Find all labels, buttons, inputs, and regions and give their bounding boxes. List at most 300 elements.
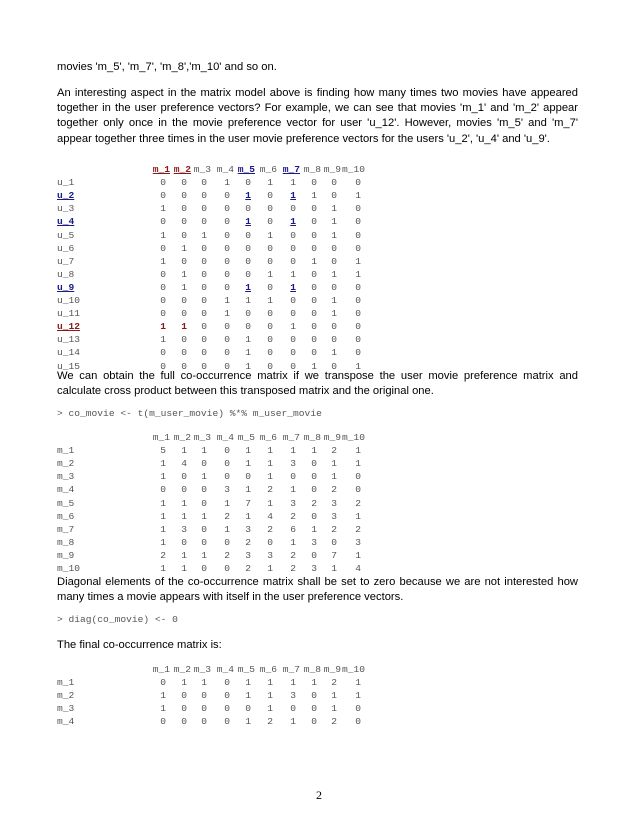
- column-header-m-10: m_10: [341, 432, 365, 443]
- matrix-cell: 1: [245, 334, 251, 346]
- matrix-cell: 1: [160, 523, 166, 535]
- matrix-row: [57, 458, 361, 471]
- matrix-cell: 2: [331, 445, 337, 457]
- matrix-cell: 1: [355, 690, 361, 702]
- row-label: u_14: [57, 347, 81, 359]
- row-label: m_6: [57, 510, 75, 522]
- row-label: m_7: [57, 523, 75, 535]
- matrix-cell: 1: [160, 334, 166, 346]
- matrix-cell: 1: [181, 549, 187, 561]
- matrix-cell: 2: [331, 484, 337, 496]
- matrix-cell: 0: [355, 216, 361, 228]
- matrix-cell: 1: [181, 268, 187, 280]
- matrix-cell: 0: [160, 295, 166, 306]
- row-label: u_15: [57, 360, 81, 372]
- matrix-cell: 3: [290, 497, 296, 509]
- matrix-cell: 0: [311, 229, 317, 241]
- column-header-m-4: m_4: [216, 664, 234, 675]
- matrix-cell: 0: [290, 334, 296, 346]
- matrix-cell: 1: [245, 360, 251, 372]
- page-number: 2: [316, 788, 322, 802]
- matrix-cell: 7: [331, 549, 337, 561]
- matrix-cell: 0: [224, 190, 230, 202]
- matrix-cell: 0: [201, 295, 207, 306]
- paragraph-co-occurrence-intro: An interesting aspect in the matrix model above is finding how many times two movies have appeared together in the user preference vectors? For example, we can see that movies 'm_1' and 'm_2' appear together only once in the movie preference vector for user 'u_12'. However, movies 'm_5' and 'm_7' appear together three times in the user movie preference vectors for the users 'u_2', 'u_4' and 'u_9'.: [57, 87, 578, 145]
- matrix-cell: 0: [224, 563, 230, 574]
- matrix-cell: 0: [355, 484, 361, 496]
- matrix-cell: 0: [267, 255, 273, 267]
- column-header-m-8: m_8: [303, 164, 321, 175]
- matrix-cell: 1: [331, 703, 337, 715]
- matrix-cell: 1: [160, 536, 166, 548]
- matrix-cell: 0: [290, 308, 296, 320]
- matrix-cell: 0: [224, 268, 230, 280]
- matrix-cell: 1: [311, 255, 317, 267]
- matrix-row: [57, 703, 361, 716]
- column-header-m-7: m_7: [282, 164, 300, 175]
- matrix-cell: 1: [290, 536, 296, 548]
- matrix-cell: 0: [331, 177, 337, 189]
- matrix-cell: 0: [201, 563, 207, 574]
- matrix-cell: 1: [267, 471, 273, 483]
- matrix-cell: 0: [331, 281, 337, 293]
- matrix-cell: 0: [224, 334, 230, 346]
- matrix-cell: 0: [331, 334, 337, 346]
- matrix-row: [57, 281, 361, 295]
- row-label: u_11: [57, 308, 81, 320]
- matrix-cell: 0: [201, 255, 207, 267]
- matrix-row: [57, 203, 361, 216]
- matrix-cell: 0: [245, 229, 251, 241]
- matrix-cell: 0: [290, 203, 296, 215]
- code-diag: > diag(co_movie) <- 0: [57, 614, 178, 625]
- matrix-cell: 0: [311, 242, 317, 254]
- matrix-cell: 0: [201, 690, 207, 702]
- matrix-cell: 0: [267, 216, 273, 228]
- matrix-row: [57, 321, 361, 334]
- matrix-cell: 0: [181, 190, 187, 202]
- matrix-cell: 0: [331, 255, 337, 267]
- matrix-cell: 0: [201, 203, 207, 215]
- matrix-cell: 0: [290, 229, 296, 241]
- matrix-cell: 3: [224, 484, 230, 496]
- matrix-cell: 0: [355, 203, 361, 215]
- matrix-cell: 0: [201, 347, 207, 359]
- matrix-cell: 1: [355, 510, 361, 522]
- matrix-cell: 1: [267, 677, 273, 689]
- matrix-cell: 0: [224, 471, 230, 483]
- matrix-cell: 1: [267, 563, 273, 574]
- matrix-cell: 0: [224, 536, 230, 548]
- matrix-cell: 0: [201, 216, 207, 228]
- matrix-cell: 1: [331, 295, 337, 306]
- matrix-cell: 1: [181, 510, 187, 522]
- row-label: m_2: [57, 690, 75, 702]
- matrix-cell: 1: [267, 703, 273, 715]
- matrix-cell: 1: [331, 471, 337, 483]
- matrix-cell: 0: [181, 177, 187, 189]
- final-matrix-label: The final co-occurrence matrix is:: [57, 639, 222, 651]
- paragraph-transpose: We can obtain the full co-occurrence matrix if we transpose the user movie preference matrix and calculate cross product between this transposed matrix and the original one.: [57, 370, 578, 398]
- column-header-m-2: m_2: [173, 664, 191, 675]
- matrix-cell: 0: [355, 295, 361, 306]
- column-header-m-1: m_1: [152, 164, 170, 175]
- matrix-row: [57, 549, 361, 563]
- intro-line: movies 'm_5', 'm_7', 'm_8','m_10' and so on.: [57, 61, 277, 73]
- matrix-cell: 1: [331, 203, 337, 215]
- row-label: m_5: [57, 497, 75, 509]
- matrix-cell: 0: [201, 281, 207, 293]
- row-label: m_3: [57, 471, 75, 483]
- matrix-cell: 1: [245, 347, 251, 359]
- matrix-cell: 2: [245, 563, 251, 574]
- matrix-cell: 0: [245, 321, 251, 333]
- matrix-cell: 0: [331, 360, 337, 372]
- column-header-m-9: m_9: [323, 164, 341, 175]
- matrix-cell: 0: [181, 484, 187, 496]
- matrix-cell: 0: [311, 321, 317, 333]
- matrix-cell: 0: [201, 523, 207, 535]
- matrix-cell: 2: [311, 497, 317, 509]
- matrix-cell: 0: [224, 203, 230, 215]
- row-label: m_4: [57, 716, 75, 728]
- column-header-m-5: m_5: [237, 432, 255, 443]
- matrix-cell: 1: [267, 268, 273, 280]
- matrix-row: [57, 268, 361, 282]
- matrix-cell: 0: [355, 471, 361, 483]
- column-header-m-1: m_1: [152, 432, 170, 443]
- column-header-m-10: m_10: [341, 164, 365, 175]
- matrix-cell: 1: [290, 268, 296, 280]
- matrix-cell: 1: [160, 203, 166, 215]
- matrix-cell: 0: [311, 484, 317, 496]
- matrix-cell: 0: [311, 716, 317, 728]
- matrix-cell: 1: [290, 484, 296, 496]
- matrix-cell: 1: [201, 549, 207, 561]
- matrix-row: [57, 497, 361, 511]
- matrix-cell: 0: [245, 242, 251, 254]
- matrix-cell: 1: [290, 216, 296, 228]
- column-header-m-2: m_2: [173, 164, 191, 175]
- column-header-m-9: m_9: [323, 432, 341, 443]
- matrix-cell: 1: [245, 190, 251, 202]
- matrix-cell: 0: [160, 677, 166, 689]
- matrix-cell: 0: [290, 360, 296, 372]
- matrix-cell: 0: [201, 268, 207, 280]
- matrix-cell: 1: [290, 281, 296, 293]
- matrix-row: [57, 536, 361, 550]
- matrix-cell: 0: [245, 177, 251, 189]
- matrix-cell: 0: [311, 510, 317, 522]
- matrix-cell: 1: [267, 690, 273, 702]
- matrix-cell: 2: [331, 677, 337, 689]
- matrix-cell: 1: [160, 458, 166, 470]
- matrix-cell: 3: [331, 510, 337, 522]
- matrix-cell: 0: [201, 536, 207, 548]
- matrix-cell: 0: [245, 255, 251, 267]
- matrix-cell: 0: [311, 295, 317, 306]
- column-header-m-6: m_6: [259, 432, 277, 443]
- matrix-cell: 3: [245, 523, 251, 535]
- matrix-cell: 1: [355, 360, 361, 372]
- matrix-cell: 0: [181, 360, 187, 372]
- matrix-cell: 1: [267, 295, 273, 306]
- column-header-m-3: m_3: [193, 164, 211, 175]
- matrix-cell: 0: [201, 177, 207, 189]
- matrix-row: [57, 347, 361, 360]
- matrix-cell: 0: [267, 308, 273, 320]
- matrix-cell: 6: [290, 523, 296, 535]
- matrix-cell: 0: [355, 716, 361, 728]
- matrix-cell: 0: [201, 308, 207, 320]
- matrix-cell: 0: [201, 321, 207, 333]
- row-label: u_4: [57, 216, 75, 228]
- column-header-m-3: m_3: [193, 664, 211, 675]
- matrix-cell: 0: [267, 281, 273, 293]
- matrix-cell: 0: [290, 295, 296, 306]
- row-label: u_9: [57, 281, 75, 293]
- matrix-cell: 3: [355, 536, 361, 548]
- row-label: u_6: [57, 242, 75, 254]
- column-header-m-5: m_5: [237, 164, 255, 175]
- row-label: m_8: [57, 536, 75, 548]
- matrix-cell: 0: [224, 242, 230, 254]
- matrix-cell: 5: [160, 445, 166, 457]
- matrix-cell: 0: [181, 536, 187, 548]
- matrix-cell: 0: [160, 281, 166, 293]
- matrix-cell: 1: [160, 471, 166, 483]
- matrix-cell: 1: [290, 190, 296, 202]
- matrix-cell: 1: [181, 445, 187, 457]
- matrix-cell: 1: [245, 484, 251, 496]
- matrix-cell: 1: [311, 360, 317, 372]
- row-label: m_10: [57, 563, 81, 574]
- matrix-row: [57, 242, 361, 256]
- matrix-cell: 1: [160, 497, 166, 509]
- row-label: u_2: [57, 190, 75, 202]
- matrix-cell: 0: [160, 268, 166, 280]
- row-label: u_7: [57, 255, 75, 267]
- row-label: m_1: [57, 445, 75, 457]
- matrix-cell: 0: [181, 334, 187, 346]
- matrix-cell: 0: [201, 190, 207, 202]
- matrix-cell: 1: [160, 321, 166, 333]
- column-header-m-2: m_2: [173, 432, 191, 443]
- matrix-cell: 0: [181, 347, 187, 359]
- matrix-row: [57, 445, 361, 458]
- matrix-cell: 3: [267, 549, 273, 561]
- matrix-cell: 0: [355, 242, 361, 254]
- matrix-cell: 4: [355, 563, 361, 574]
- matrix-row: [57, 690, 361, 703]
- matrix-cell: 3: [311, 536, 317, 548]
- matrix-cell: 1: [181, 321, 187, 333]
- matrix-cell: 0: [311, 334, 317, 346]
- matrix-cell: 0: [160, 190, 166, 202]
- matrix-cell: 1: [355, 190, 361, 202]
- matrix-cell: 0: [181, 255, 187, 267]
- matrix-cell: 0: [201, 497, 207, 509]
- matrix-cell: 1: [201, 510, 207, 522]
- matrix-cell: 1: [201, 229, 207, 241]
- matrix-cell: 0: [311, 458, 317, 470]
- matrix-cell: 1: [181, 281, 187, 293]
- matrix-cell: 0: [245, 471, 251, 483]
- code-cross-product: > co_movie <- t(m_user_movie) %*% m_user_movie: [57, 408, 322, 419]
- row-label: u_13: [57, 334, 81, 346]
- matrix-cell: 1: [160, 690, 166, 702]
- matrix-cell: 2: [245, 536, 251, 548]
- matrix-cell: 1: [355, 458, 361, 470]
- matrix-cell: 0: [224, 321, 230, 333]
- matrix-cell: 0: [311, 347, 317, 359]
- matrix-cell: 0: [160, 177, 166, 189]
- matrix-cell: 0: [267, 203, 273, 215]
- matrix-cell: 0: [245, 203, 251, 215]
- matrix-cell: 1: [245, 458, 251, 470]
- matrix-cell: 0: [224, 690, 230, 702]
- matrix-cell: 0: [245, 703, 251, 715]
- matrix-cell: 0: [290, 471, 296, 483]
- matrix-cell: 0: [267, 321, 273, 333]
- row-label: m_3: [57, 703, 75, 715]
- matrix-cell: 0: [355, 321, 361, 333]
- matrix-cell: 1: [224, 523, 230, 535]
- matrix-cell: 0: [224, 255, 230, 267]
- matrix-cell: 0: [181, 690, 187, 702]
- matrix-cell: 0: [311, 281, 317, 293]
- matrix-cell: 0: [224, 281, 230, 293]
- column-header-m-9: m_9: [323, 664, 341, 675]
- matrix-cell: 0: [290, 242, 296, 254]
- matrix-cell: 0: [355, 177, 361, 189]
- matrix-cell: 1: [224, 497, 230, 509]
- matrix-cell: 1: [290, 321, 296, 333]
- matrix-cell: 1: [331, 308, 337, 320]
- matrix-cell: 2: [267, 523, 273, 535]
- matrix-cell: 0: [181, 703, 187, 715]
- matrix-cell: 1: [245, 295, 251, 306]
- matrix-cell: 0: [267, 347, 273, 359]
- matrix-cell: 1: [181, 242, 187, 254]
- matrix-cell: 3: [331, 497, 337, 509]
- matrix-cell: 1: [181, 563, 187, 574]
- matrix-cell: 0: [201, 484, 207, 496]
- row-label: u_8: [57, 268, 75, 280]
- matrix-cell: 4: [181, 458, 187, 470]
- matrix-cell: 1: [331, 563, 337, 574]
- column-header-m-4: m_4: [216, 164, 234, 175]
- matrix-cell: 3: [290, 690, 296, 702]
- matrix-cell: 1: [331, 458, 337, 470]
- matrix-cell: 1: [311, 677, 317, 689]
- column-header-m-10: m_10: [341, 664, 365, 675]
- matrix-cell: 0: [160, 216, 166, 228]
- matrix-cell: 0: [201, 334, 207, 346]
- row-label: m_2: [57, 458, 75, 470]
- matrix-cell: 0: [181, 295, 187, 306]
- matrix-cell: 1: [245, 716, 251, 728]
- matrix-cell: 0: [224, 360, 230, 372]
- matrix-row: [57, 308, 361, 321]
- row-label: u_3: [57, 203, 75, 215]
- row-label: u_1: [57, 177, 75, 189]
- matrix-cell: 0: [355, 281, 361, 293]
- matrix-cell: 1: [355, 677, 361, 689]
- matrix-cell: 1: [290, 177, 296, 189]
- matrix-cell: 0: [201, 458, 207, 470]
- matrix-cell: 1: [355, 549, 361, 561]
- matrix-cell: 2: [290, 510, 296, 522]
- matrix-cell: 0: [224, 458, 230, 470]
- matrix-cell: 0: [160, 308, 166, 320]
- matrix-cell: 0: [224, 677, 230, 689]
- matrix-row: [57, 255, 361, 269]
- row-label: m_9: [57, 549, 75, 561]
- matrix-cell: 1: [355, 268, 361, 280]
- matrix-cell: 2: [267, 716, 273, 728]
- column-header-m-3: m_3: [193, 432, 211, 443]
- matrix-cell: 1: [245, 510, 251, 522]
- matrix-cell: 2: [160, 549, 166, 561]
- matrix-header-row: [57, 664, 365, 677]
- matrix-cell: 0: [181, 229, 187, 241]
- matrix-cell: 1: [331, 690, 337, 702]
- matrix-cell: 0: [245, 268, 251, 280]
- matrix-cell: 0: [267, 334, 273, 346]
- matrix-cell: 0: [311, 471, 317, 483]
- matrix-cell: 0: [181, 216, 187, 228]
- column-header-m-5: m_5: [237, 664, 255, 675]
- matrix-cell: 1: [355, 445, 361, 457]
- matrix-cell: 3: [245, 549, 251, 561]
- matrix-cell: 2: [224, 549, 230, 561]
- paragraph-diagonal: Diagonal elements of the co-occurrence matrix shall be set to zero because we are not interested how many times a movie appears with itself in the user preference vectors.: [57, 576, 578, 604]
- matrix-cell: 0: [311, 216, 317, 228]
- column-header-m-7: m_7: [282, 664, 300, 675]
- matrix-cell: 0: [201, 703, 207, 715]
- column-header-m-8: m_8: [303, 664, 321, 675]
- matrix-cell: 0: [201, 360, 207, 372]
- matrix-cell: 1: [224, 308, 230, 320]
- matrix-cell: 1: [245, 677, 251, 689]
- matrix-cell: 0: [290, 255, 296, 267]
- matrix-cell: 2: [267, 484, 273, 496]
- matrix-cell: 0: [355, 703, 361, 715]
- matrix-header-row: [57, 164, 365, 177]
- matrix-cell: 1: [267, 445, 273, 457]
- matrix-cell: 1: [311, 445, 317, 457]
- matrix-cell: 4: [267, 510, 273, 522]
- matrix-cell: 2: [355, 497, 361, 509]
- matrix-cell: 0: [311, 690, 317, 702]
- matrix-cell: 0: [267, 360, 273, 372]
- matrix-cell: 1: [331, 216, 337, 228]
- matrix-cell: 0: [224, 347, 230, 359]
- matrix-cell: 0: [331, 536, 337, 548]
- matrix-cell: 2: [331, 523, 337, 535]
- matrix-cell: 0: [355, 334, 361, 346]
- matrix-cell: 1: [267, 497, 273, 509]
- column-header-m-6: m_6: [259, 164, 277, 175]
- matrix-cell: 0: [160, 347, 166, 359]
- row-label: u_5: [57, 229, 75, 241]
- matrix-row: [57, 510, 361, 524]
- matrix-row: [57, 523, 361, 537]
- matrix-cell: 0: [331, 190, 337, 202]
- matrix-cell: 1: [160, 563, 166, 574]
- matrix-cell: 0: [245, 308, 251, 320]
